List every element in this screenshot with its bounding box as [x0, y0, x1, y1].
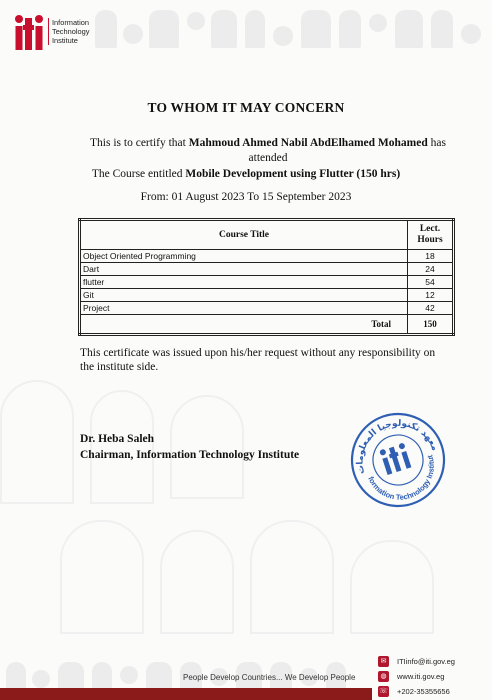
hours-header-line: Lect. [419, 224, 441, 234]
phone-text: +202-35355656 [397, 687, 450, 696]
table-header-row [80, 220, 454, 250]
course-name: Mobile Development using Flutter (150 hrs) [185, 168, 401, 180]
certify-prefix: This is to certify that [90, 137, 189, 149]
table-row [80, 302, 454, 315]
course-title-cell: Dart [80, 263, 408, 276]
table-row [80, 263, 454, 276]
website-text: www.iti.gov.eg [397, 672, 445, 681]
total-value: 150 [408, 315, 454, 335]
contact-website [378, 669, 455, 684]
globe-icon: ◍ [378, 671, 389, 682]
hours-header-line: Hours [417, 235, 443, 245]
table-total-row [80, 315, 454, 335]
course-title-cell: Project [80, 302, 408, 315]
org-name-line: Information [52, 18, 89, 27]
hours-cell: 12 [408, 289, 454, 302]
document-title: TO WHOM IT MAY CONCERN [147, 100, 345, 115]
hours-cell: 24 [408, 263, 454, 276]
column-header-hours [408, 220, 454, 250]
hours-cell: 42 [408, 302, 454, 315]
email-text: ITIinfo@iti.gov.eg [397, 657, 455, 666]
course-table [78, 218, 455, 336]
course-title-cell: Object Oriented Programming [80, 250, 408, 263]
course-period: From: 01 August 2023 To 15 September 2023 [140, 191, 352, 203]
background-pattern [350, 540, 434, 634]
total-label: Total [80, 315, 408, 335]
institute-seal-icon [348, 410, 448, 510]
contact-phone [378, 684, 455, 699]
org-name-line: Technology [52, 27, 90, 36]
svg-text:Information Technology Institu: Information Technology Institute [366, 453, 436, 502]
iti-logo [14, 14, 104, 54]
contact-email [378, 654, 455, 669]
envelope-icon: ✉ [378, 656, 389, 667]
issued-note: This certificate was issued upon his/her request without any responsibility on the institute side. [80, 347, 436, 373]
certify-suffix: has attended [248, 137, 446, 164]
org-name-line: Institute [52, 36, 78, 45]
table-row [80, 289, 454, 302]
course-prefix: The Course entitled [91, 168, 186, 180]
background-pattern [250, 520, 334, 634]
course-title-cell: Git [80, 289, 408, 302]
person-name: Mahmoud Ahmed Nabil AbdElhamed Mohamed [188, 137, 428, 149]
org-name [48, 18, 89, 45]
footer-bar [0, 688, 372, 700]
svg-text:معهد تكنولوجيا المعلومات: معهد تكنولوجيا المعلومات [355, 418, 440, 475]
table-row [80, 250, 454, 263]
background-pattern [160, 530, 234, 634]
phone-icon: ☏ [379, 688, 388, 695]
footer-contacts [378, 654, 455, 699]
signatory-position: Chairman, Information Technology Institute [80, 449, 300, 461]
background-pattern [60, 520, 144, 634]
course-statement [0, 168, 492, 180]
header-pattern [95, 6, 492, 50]
certify-statement [78, 136, 458, 166]
column-header-title: Course Title [80, 220, 408, 250]
signatory-name: Dr. Heba Saleh [80, 433, 155, 445]
signature-block [80, 431, 299, 463]
table-row [80, 276, 454, 289]
course-title-cell: flutter [80, 276, 408, 289]
footer-slogan: People Develop Countries... We Develop People [183, 673, 356, 682]
hours-cell: 18 [408, 250, 454, 263]
iti-logo-mark-icon [14, 14, 46, 54]
background-pattern [0, 380, 74, 504]
hours-cell: 54 [408, 276, 454, 289]
